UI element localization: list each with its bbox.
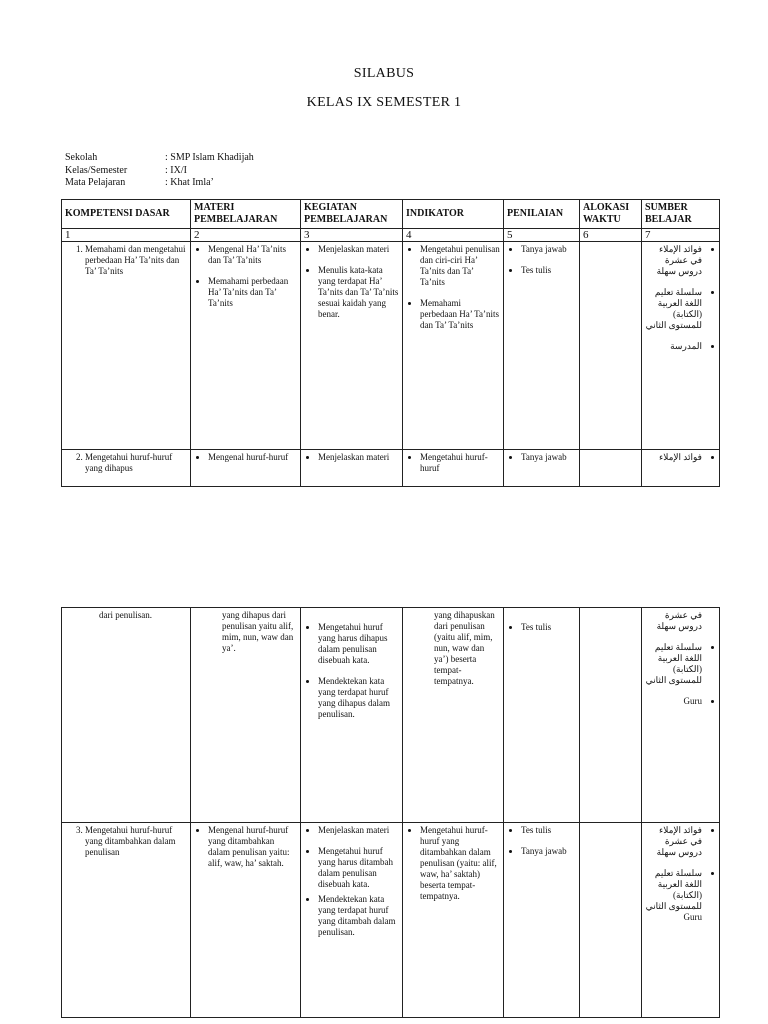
materi-cell <box>191 242 301 450</box>
document-title: SILABUS <box>353 66 415 81</box>
sumber-cell <box>642 450 720 487</box>
list-item: • Mengenal huruf-huruf <box>208 452 297 463</box>
list-item: • Menjelaskan materi <box>318 452 399 463</box>
kd-cell <box>62 242 191 450</box>
info-value: : IX/I <box>165 164 187 176</box>
list-item: • Mengetahui penulisan dan ciri-ciri Ha’ Ta’nits dan Ta’ Ta’nits <box>420 244 500 288</box>
kegiatan-cell <box>301 450 403 487</box>
indikator-cell <box>403 450 504 487</box>
column-number: 6 <box>580 229 642 242</box>
list-item: • Menulis kata-kata yang terdapat Ha’ Ta’nits dan Ta’ Ta’nits sesuai kaidah yang benar. <box>318 265 399 320</box>
list-item: • فوائد الإملاء في عشرة دروس سهلة <box>645 825 702 858</box>
list-item: • Memahami perbedaan Ha’ Ta’nits dan Ta’ Ta’nits <box>420 298 500 331</box>
header-cell: KOMPETENSI DASAR <box>62 200 191 229</box>
info-value: : SMP Islam Khadijah <box>165 152 254 163</box>
table-row <box>62 450 720 487</box>
penilaian-cell <box>504 450 580 487</box>
list-item: • Mengenal huruf-huruf yang ditambahkan dalam penulisan yaitu: alif, waw, ha’ saktah. <box>208 825 297 869</box>
list-item: • سلسلة تعليم اللغة العربية (الكتابة) للمستوى الثاني Guru <box>645 868 702 923</box>
list-item: • Tanya jawab <box>521 244 576 255</box>
indikator-cell <box>403 242 504 450</box>
kd-text: 1. Memahami dan mengetahui perbedaan Ha’ Ta’nits dan Ta’ Ta’nits <box>85 244 187 277</box>
list-item: • Menjelaskan materi <box>318 244 399 255</box>
list-item: • Tanya jawab <box>521 846 576 857</box>
kd-text: 2. Mengetahui huruf-huruf yang dihapus <box>85 452 187 474</box>
kd-cell <box>62 823 191 1018</box>
kegiatan-cell <box>301 823 403 1018</box>
materi-cell <box>191 608 301 823</box>
info-key: Kelas/Semester <box>65 164 128 176</box>
list-item: • Tes tulis <box>521 265 576 276</box>
column-number: 4 <box>403 229 504 242</box>
materi-cell <box>191 823 301 1018</box>
column-number: 5 <box>504 229 580 242</box>
table-row <box>62 823 720 1018</box>
number-row <box>62 229 720 242</box>
list-item: • فوائد الإملاء <box>645 452 702 463</box>
syllabus-table-page2 <box>61 607 720 1018</box>
penilaian-cell <box>504 823 580 1018</box>
indikator-cell <box>403 608 504 823</box>
list-item: • Mendektekan kata yang terdapat huruf yang dihapus dalam penulisan. <box>318 676 399 720</box>
alokasi-cell <box>580 823 642 1018</box>
penilaian-cell <box>504 608 580 823</box>
list-item: • Guru <box>645 696 702 707</box>
list-item: • Tanya jawab <box>521 452 576 463</box>
kd-cell <box>62 608 191 823</box>
kd-continued-text: dari penulisan. <box>99 610 152 620</box>
list-item: • Mendektekan kata yang terdapat huruf yang ditambah dalam penulisan. <box>318 894 399 938</box>
document-subtitle: KELAS IX SEMESTER 1 <box>306 95 462 110</box>
list-item: • Mengetahui huruf yang harus ditambah dalam penulisan disebuah kata. <box>318 846 399 890</box>
table-row <box>62 242 720 450</box>
list-item: • سلسلة تعليم اللغة العربية (الكتابة) للمستوى الثاني <box>645 287 702 331</box>
column-number: 3 <box>301 229 403 242</box>
header-cell: INDIKATOR <box>403 200 504 229</box>
materi-cell <box>191 450 301 487</box>
syllabus-table-page1 <box>61 199 720 487</box>
list-item: • فوائد الإملاء في عشرة دروس سهلة <box>645 244 702 277</box>
indikator-continued-text: yang dihapuskan dari penulisan (yaitu alif, mim, nun, waw dan ya’) beserta tempat-tempatnya. <box>434 610 495 686</box>
header-cell: KEGIATAN PEMBELAJARAN <box>301 200 403 229</box>
sumber-cell <box>642 823 720 1018</box>
penilaian-cell <box>504 242 580 450</box>
header-cell: PENILAIAN <box>504 200 580 229</box>
kd-cell <box>62 450 191 487</box>
column-number: 2 <box>191 229 301 242</box>
info-value: : Khat Imla’ <box>165 177 214 188</box>
sumber-continued-text: في عشرة دروس سهلة <box>656 610 702 631</box>
info-row-mapel <box>65 177 254 190</box>
kegiatan-cell <box>301 608 403 823</box>
alokasi-cell <box>580 450 642 487</box>
list-item: • Mengenal Ha’ Ta’nits dan Ta’ Ta’nits <box>208 244 297 266</box>
table-row <box>62 608 720 823</box>
sumber-cell <box>642 608 720 823</box>
header-cell: ALOKASI WAKTU <box>580 200 642 229</box>
sumber-cell <box>642 242 720 450</box>
list-item: • سلسلة تعليم اللغة العربية (الكتابة) للمستوى الثاني <box>645 642 702 686</box>
info-block <box>65 152 254 190</box>
list-item: • المدرسة <box>645 341 702 352</box>
list-item: • Menjelaskan materi <box>318 825 399 836</box>
list-item: • Tes tulis <box>521 825 576 836</box>
materi-continued-text: yang dihapus dari penulisan yaitu alif, mim, nun, waw dan ya’. <box>222 610 294 653</box>
column-number: 1 <box>62 229 191 242</box>
list-item: • Tes tulis <box>521 622 576 633</box>
column-number: 7 <box>642 229 720 242</box>
list-item: • Mengetahui huruf-huruf yang ditambahkan dalam penulisan (yaitu: alif, waw, ha’ saktah) beserta tempat-tempatnya. <box>420 825 500 902</box>
info-row-kelas <box>65 165 254 178</box>
header-row <box>62 200 720 229</box>
alokasi-cell <box>580 608 642 823</box>
kegiatan-cell <box>301 242 403 450</box>
list-item: • Mengetahui huruf yang harus dihapus dalam penulisan disebuah kata. <box>318 622 399 666</box>
header-cell: MATERI PEMBELAJARAN <box>191 200 301 229</box>
alokasi-cell <box>580 242 642 450</box>
kd-text: 3. Mengetahui huruf-huruf yang ditambahkan dalam penulisan <box>85 825 187 858</box>
indikator-cell <box>403 823 504 1018</box>
list-item: • Mengetahui huruf-huruf <box>420 452 500 474</box>
info-row-sekolah <box>65 152 254 165</box>
header-cell: SUMBER BELAJAR <box>642 200 720 229</box>
info-key: Sekolah <box>65 152 98 163</box>
info-key: Mata Pelajaran <box>65 177 126 188</box>
list-item: • Memahami perbedaan Ha’ Ta’nits dan Ta’ Ta’nits <box>208 276 297 309</box>
